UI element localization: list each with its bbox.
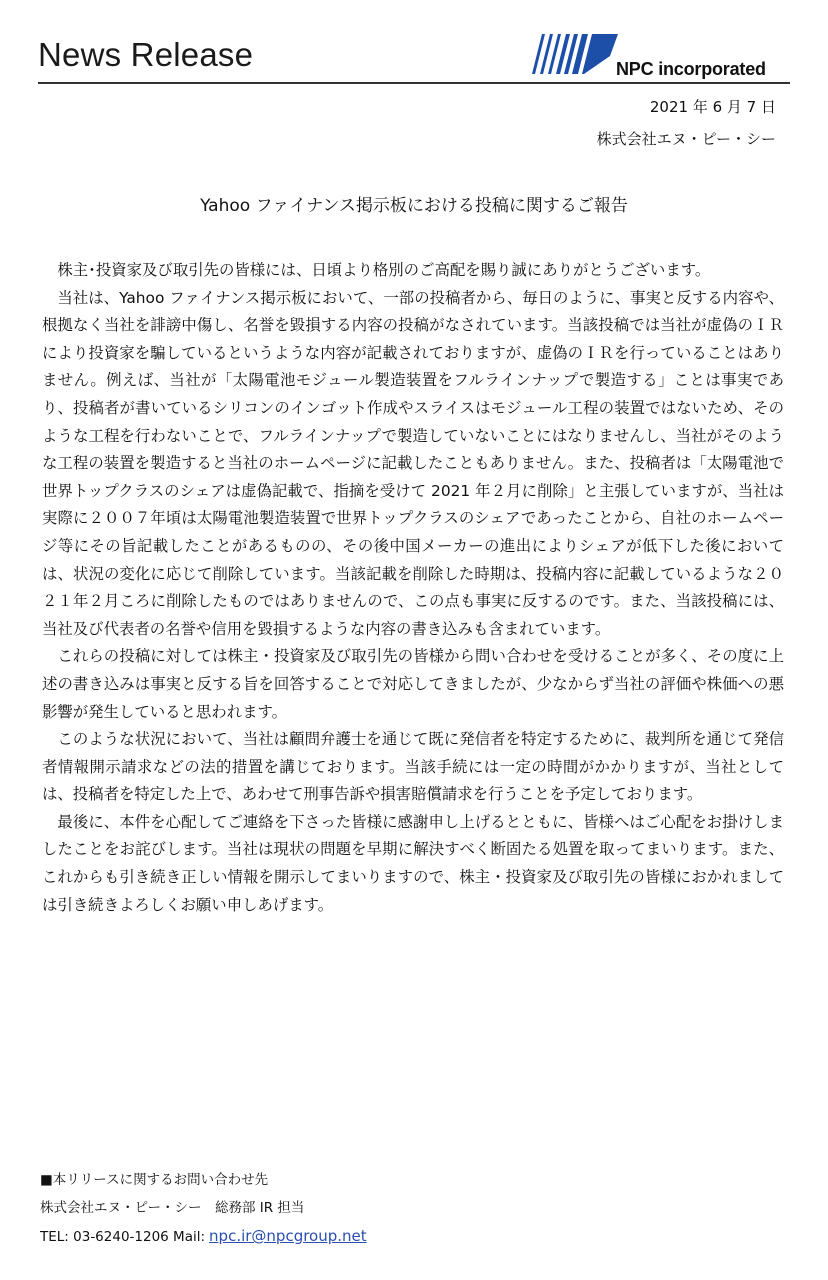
paragraph: これらの投稿に対しては株主・投資家及び取引先の皆様から問い合わせを受けることが多く、その度に上述の書き込みは事実と反する旨を回答することで対応してきましたが、少なからず当社の評価や株価への悪影響が発生していると思われます。 xyxy=(42,647,784,721)
paragraph: このような状況において、当社は顧問弁護士を通じて既に発信者を特定するために、裁判所を通じて発信者情報開示請求などの法的措置を講じております。当該手続には一定の時間がかかりますが、当社としては、投稿者を特定した上で、あわせて刑事告訴や損害賠償請求を行うことを予定しております。 xyxy=(42,730,784,804)
tel-mail-label: TEL: 03-6240-1206 Mail: xyxy=(40,1229,206,1245)
npc-logo xyxy=(532,34,790,80)
contact-heading: ■本リリースに関するお問い合わせ先 xyxy=(40,1172,269,1188)
news-release-heading: News Release xyxy=(38,36,254,73)
body-text xyxy=(42,257,784,919)
paragraph: 株主･投資家及び取引先の皆様には、日頃より格別のご高配を賜り誠にありがとうございます。 xyxy=(57,261,711,279)
contact-block xyxy=(40,1166,367,1251)
logo-text: NPC incorporated xyxy=(616,59,766,79)
release-date: 2021 年 6 月 7 日 xyxy=(649,98,776,116)
header-divider xyxy=(38,82,790,84)
contact-department: 株式会社エヌ・ピー・シー 総務部 IR 担当 xyxy=(40,1200,305,1216)
email-link[interactable]: npc.ir@npcgroup.net xyxy=(209,1227,367,1245)
document-title: Yahoo ファイナンス掲示板における投稿に関するご報告 xyxy=(200,196,628,216)
contact-tel-mail xyxy=(40,1222,367,1251)
company-name: 株式会社エヌ・ピー・シー xyxy=(596,130,776,148)
paragraph: 当社は、Yahoo ファイナンス掲示板において、一部の投稿者から、毎日のように、事実と反する内容や、根拠なく当社を誹謗中傷し、名誉を毀損する内容の投稿がなされています。当該投稿では当社が虚偽のＩＲにより投資家を騙しているというような内容が記載されておりますが、虚偽のＩＲを行っていることはありません。例えば、当社が「太陽電池モジュール製造装置をフルラインナップで製造する」ことは事実であり、投稿者が書いているシリコンのインゴット作成やスライスはモジュール工程の装置ではないため、そのような工程を行わないことで、フルラインナップで製造していないことにはなりませんし、当社がそのような工程の装置を製造すると当社のホームページに記載したこともありません。また、投稿者は「太陽電池で世界トップクラスのシェアは虚偽記載で、指摘を受けて 2021 年２月に削除」と主張していますが、当社は実際に２００７年頃は太陽電池製造装置で世界トップクラスのシェアであったことから、自社のホームページ等にその旨記載したことがあるものの、その後中国メーカーの進出によりシェアが低下した後においては、状況の変化に応じて削除しています。当該記載を削除した時期は、投稿内容に記載しているような２０２１年２月ころに削除したものではありませんので、この点も事実に反するのです。また、当該投稿には、当社及び代表者の名誉や信用を毀損するような内容の書き込みも含まれています。 xyxy=(42,288,784,638)
paragraph: 最後に、本件を心配してご連絡を下さった皆様に感謝申し上げるとともに、皆様へはご心配をお掛けしましたことをお詫びします。当社は現状の問題を早期に解決すべく断固たる処置を取ってまいります。また、これからも引き続き正しい情報を開示してまいりますので、株主・投資家及び取引先の皆様におかれましては引き続きよろしくお願い申しあげます。 xyxy=(42,812,784,914)
